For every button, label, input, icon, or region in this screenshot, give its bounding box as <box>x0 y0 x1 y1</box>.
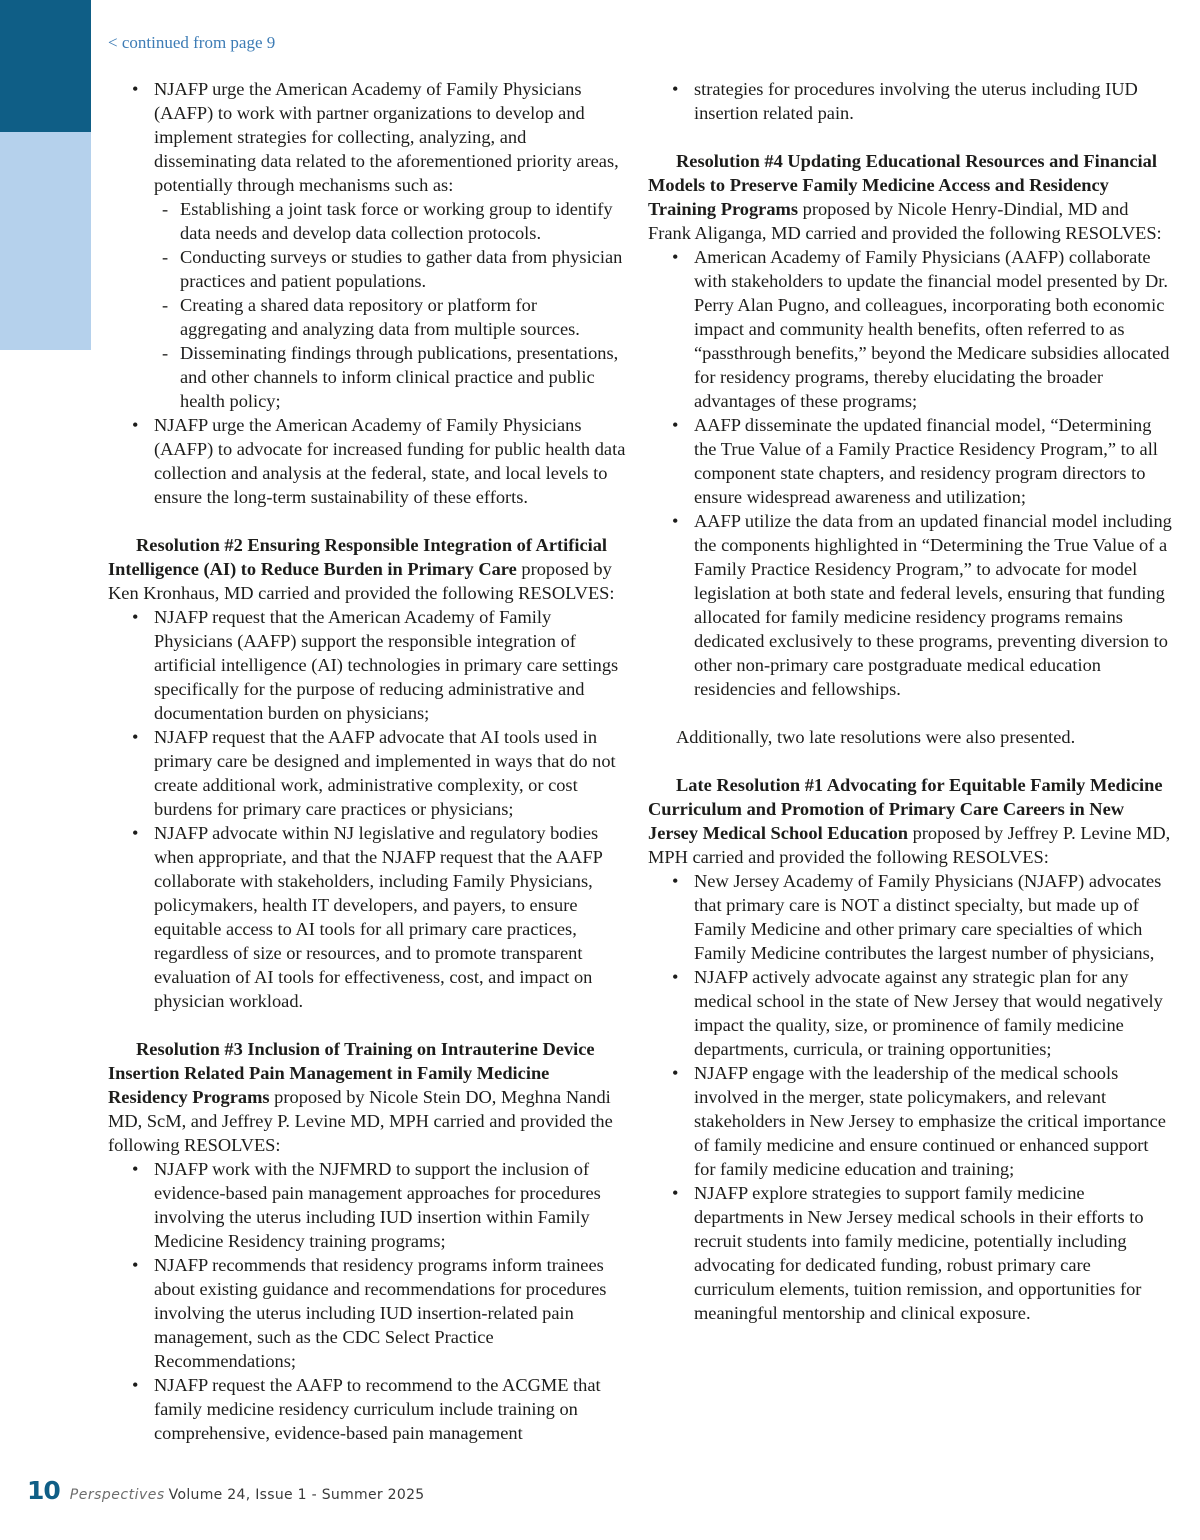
resolution-2-intro: proposed by Ken Kronhaus, MD carried and provided the following RESOLVES: <box>108 559 615 603</box>
list-item: • NJAFP work with the NJFMRD to support the inclusion of evidence-based pain management approaches for procedures involving the uterus including IUD insertion within Family Medicine Residency training programs; <box>154 1157 628 1253</box>
late-resolution-1-list <box>648 869 1173 1325</box>
resolution-4-list <box>648 245 1173 701</box>
publication-name: Perspectives <box>69 1487 165 1503</box>
sub-list-item: - Creating a shared data repository or platform for aggregating and analyzing data from multiple sources. <box>180 293 628 341</box>
resolution-2-paragraph <box>108 533 628 605</box>
list-item: • AAFP disseminate the updated financial model, “Determining the True Value of a Family Practice Residency Program,” to all component state chapters, and residency program directors to ensure widespread awareness and utilization; <box>694 413 1173 509</box>
resolution-2-list <box>108 605 628 1013</box>
accent-bar-dark <box>0 0 91 132</box>
list-item: • NJAFP actively advocate against any strategic plan for any medical school in the state of New Jersey that would negatively impact the quality, size, or prominence of family medicine departments, curricula, or training opportunities; <box>694 965 1173 1061</box>
sub-list-item: - Disseminating findings through publications, presentations, and other channels to inform clinical practice and public health policy; <box>180 341 628 413</box>
resolution-4-title: Resolution #4 Updating Educational Resources and Financial Models to Preserve Family Medicine Access and Residency Training Programs <box>648 151 1157 219</box>
resolution-3-intro: proposed by Nicole Stein DO, Meghna Nandi MD, ScM, and Jeffrey P. Levine MD, MPH carried and provided the following RESOLVES: <box>108 1087 613 1155</box>
list-item: • NJAFP request that the AAFP advocate that AI tools used in primary care be designed and implemented in ways that do not create additional work, administrative complexity, or cost burdens for primary care practices or physicians; <box>154 725 628 821</box>
list-item: • NJAFP request the AAFP to recommend to the ACGME that family medicine residency curriculum include training on comprehensive, evidence-based pain management <box>154 1373 628 1445</box>
resolution-3-list <box>108 1157 628 1445</box>
list-item: • NJAFP urge the American Academy of Family Physicians (AAFP) to advocate for increased funding for public health data collection and analysis at the federal, state, and local levels to ensure the long-term sustainability of these efforts. <box>154 413 628 509</box>
list-item: • New Jersey Academy of Family Physicians (NJAFP) advocates that primary care is NOT a distinct specialty, but made up of Family Medicine and other primary care specialties of which Family Medicine contributes the largest number of physicians, <box>694 869 1173 965</box>
late-resolution-1-paragraph <box>648 773 1173 869</box>
list-item: • NJAFP request that the American Academy of Family Physicians (AAFP) support the responsible integration of artificial intelligence (AI) technologies in primary care settings specifically for the purpose of reducing administrative and documentation burden on physicians; <box>154 605 628 725</box>
continued-text-span: strategies for procedures involving the uterus including IUD insertion related pain. <box>694 79 1138 123</box>
list-item: • NJAFP advocate within NJ legislative and regulatory bodies when appropriate, and that the NJAFP request that the AAFP collaborate with stakeholders, including Family Physicians, policymakers, health IT developers, and payers, to ensure equitable access to AI tools for all primary care practices, regardless of size or resources, and to promote transparent evaluation of AI tools for effectiveness, cost, and impact on physician workload. <box>154 821 628 1013</box>
accent-bar-light <box>0 132 91 350</box>
late-resolution-1-intro: proposed by Jeffrey P. Levine MD, MPH carried and provided the following RESOLVES: <box>648 823 1171 867</box>
resolution-3-paragraph <box>108 1037 628 1157</box>
sub-list <box>154 197 628 413</box>
issue-info: Volume 24, Issue 1 - Summer 2025 <box>168 1487 425 1503</box>
late-resolution-1-title: Late Resolution #1 Advocating for Equitable Family Medicine Curriculum and Promotion of Primary Care Careers in New Jersey Medical School Education <box>648 775 1163 843</box>
sub-list-item: - Establishing a joint task force or working group to identify data needs and develop data collection protocols. <box>180 197 628 245</box>
list-item: • American Academy of Family Physicians (AAFP) collaborate with stakeholders to update the financial model presented by Dr. Perry Alan Pugno, and colleagues, incorporating both economic impact and community health benefits, often referred to as “passthrough benefits,” beyond the Medicare subsidies allocated for residency programs, thereby elucidating the broader advantages of these programs; <box>694 245 1173 413</box>
list-item: • NJAFP recommends that residency programs inform trainees about existing guidance and recommendations for procedures involving the uterus including IUD insertion-related pain management, such as the CDC Select Practice Recommendations; <box>154 1253 628 1373</box>
continued-from-link[interactable]: < continued from page 9 <box>108 33 276 52</box>
resolution-4-paragraph <box>648 149 1173 245</box>
list-item: • NJAFP explore strategies to support family medicine departments in New Jersey medical schools in their efforts to recruit students into family medicine, potentially including advocating for dedicated funding, robust primary care curriculum elements, tuition remission, and opportunities for meaningful mentorship and clinical exposure. <box>694 1181 1173 1325</box>
resolution-2-title: Resolution #2 Ensuring Responsible Integration of Artificial Intelligence (AI) to Reduce Burden in Primary Care <box>108 535 608 579</box>
continued-text <box>694 77 1173 125</box>
page-number: 10 <box>27 1476 60 1505</box>
right-column <box>648 77 1173 1325</box>
bullet-list-data <box>108 77 628 509</box>
bullet-text: NJAFP urge the American Academy of Family Physicians (AAFP) to work with partner organizations to develop and implement strategies for collecting, analyzing, and disseminating data related to the aforementioned priority areas, potentially through mechanisms such as: <box>154 79 619 195</box>
sub-list-item: - Conducting surveys or studies to gather data from physician practices and patient populations. <box>180 245 628 293</box>
page-footer <box>27 1476 425 1510</box>
resolution-4-intro: proposed by Nicole Henry-Dindial, MD and Frank Aliganga, MD carried and provided the following RESOLVES: <box>648 199 1162 243</box>
late-resolutions-note: Additionally, two late resolutions were also presented. <box>676 727 1076 747</box>
list-item <box>154 77 628 413</box>
continued-list <box>648 77 1173 125</box>
left-column <box>108 77 628 1445</box>
list-item: • AAFP utilize the data from an updated financial model including the components highlighted in “Determining the True Value of a Family Practice Residency Program,” to advocate for model legislation at both state and federal levels, ensuring that funding allocated for family medicine residency programs remains dedicated exclusively to these programs, preventing diversion to other non-primary care postgraduate medical education residencies and fellowships. <box>694 509 1173 701</box>
list-item: • NJAFP engage with the leadership of the medical schools involved in the merger, state policymakers, and relevant stakeholders in New Jersey to emphasize the critical importance of family medicine and ensure continued or enhanced support for family medicine education and training; <box>694 1061 1173 1181</box>
resolution-3-title: Resolution #3 Inclusion of Training on Intrauterine Device Insertion Related Pain Management in Family Medicine Residency Programs <box>108 1039 595 1107</box>
